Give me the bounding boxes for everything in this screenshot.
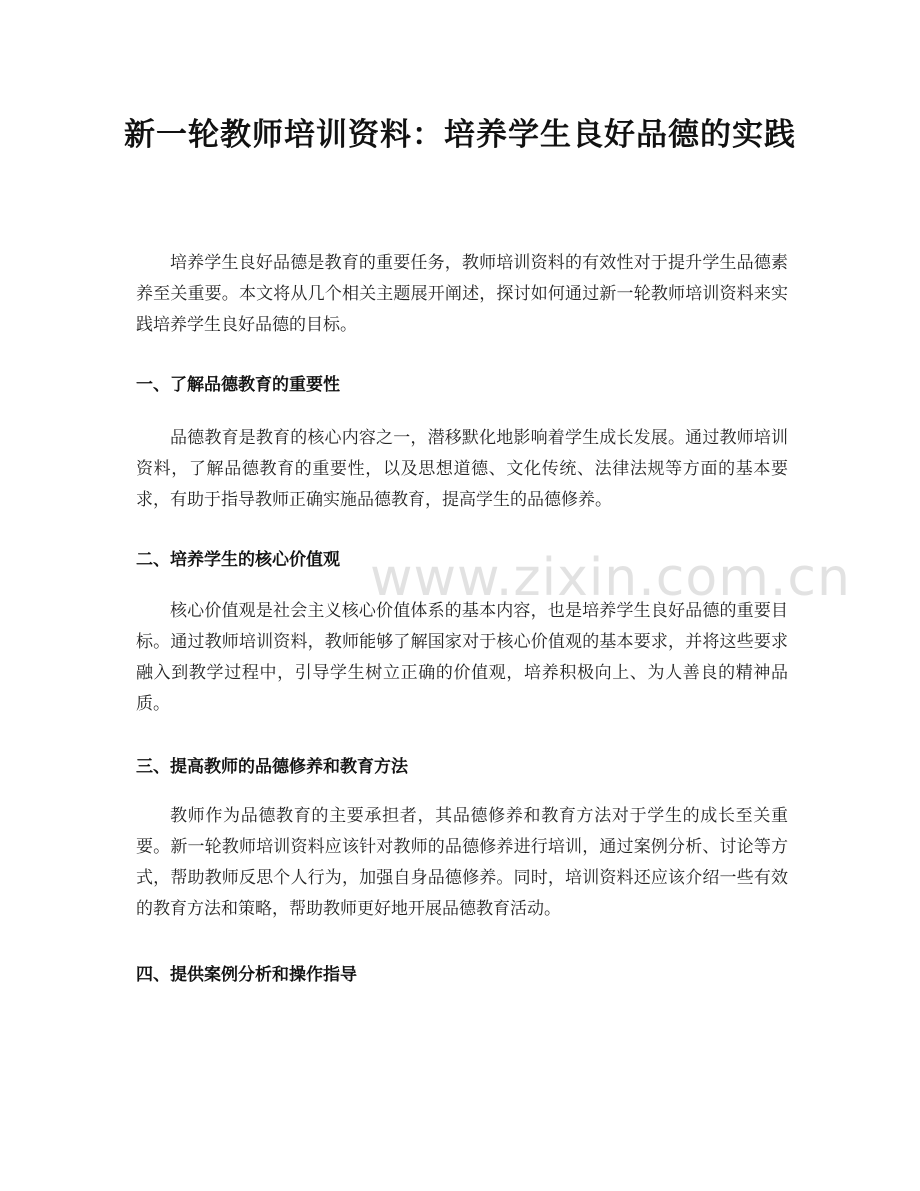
intro-paragraph: 培养学生良好品德是教育的重要任务，教师培训资料的有效性对于提升学生品德素养至关重要。本文将从几个相关主题展开阐述，探讨如何通过新一轮教师培训资料来实践培养学生良好品德的目标。 bbox=[136, 253, 788, 335]
section-body-3: 教师作为品德教育的主要承担者，其品德修养和教育方法对于学生的成长至关重要。新一轮教师培训资料应该针对教师的品德修养进行培训，通过案例分析、讨论等方式，帮助教师反思个人行为，加强自身品德修养。同时，培训资料还应该介绍一些有效的教育方法和策略，帮助教师更好地开展品德教育活动。 bbox=[136, 806, 788, 919]
watermark-text: www.zixin.com.cn bbox=[370, 548, 851, 608]
section-heading-1: 一、了解品德教育的重要性 bbox=[136, 375, 340, 395]
section-heading-2: 二、培养学生的核心价值观 bbox=[136, 550, 340, 570]
section-heading-4: 四、提供案例分析和操作指导 bbox=[136, 965, 357, 985]
section-body-1: 品德教育是教育的核心内容之一，潜移默化地影响着学生成长发展。通过教师培训资料，了解品德教育的重要性，以及思想道德、文化传统、法律法规等方面的基本要求，有助于指导教师正确实施品德教育，提高学生的品德修养。 bbox=[136, 428, 788, 510]
document-title: 新一轮教师培训资料：培养学生良好品德的实践 bbox=[124, 117, 796, 153]
section-body-2: 核心价值观是社会主义核心价值体系的基本内容，也是培养学生良好品德的重要目标。通过教师培训资料，教师能够了解国家对于核心价值观的基本要求，并将这些要求融入到教学过程中，引导学生树立正确的价值观，培养积极向上、为人善良的精神品质。 bbox=[136, 601, 788, 714]
section-heading-3: 三、提高教师的品德修养和教育方法 bbox=[136, 757, 408, 777]
